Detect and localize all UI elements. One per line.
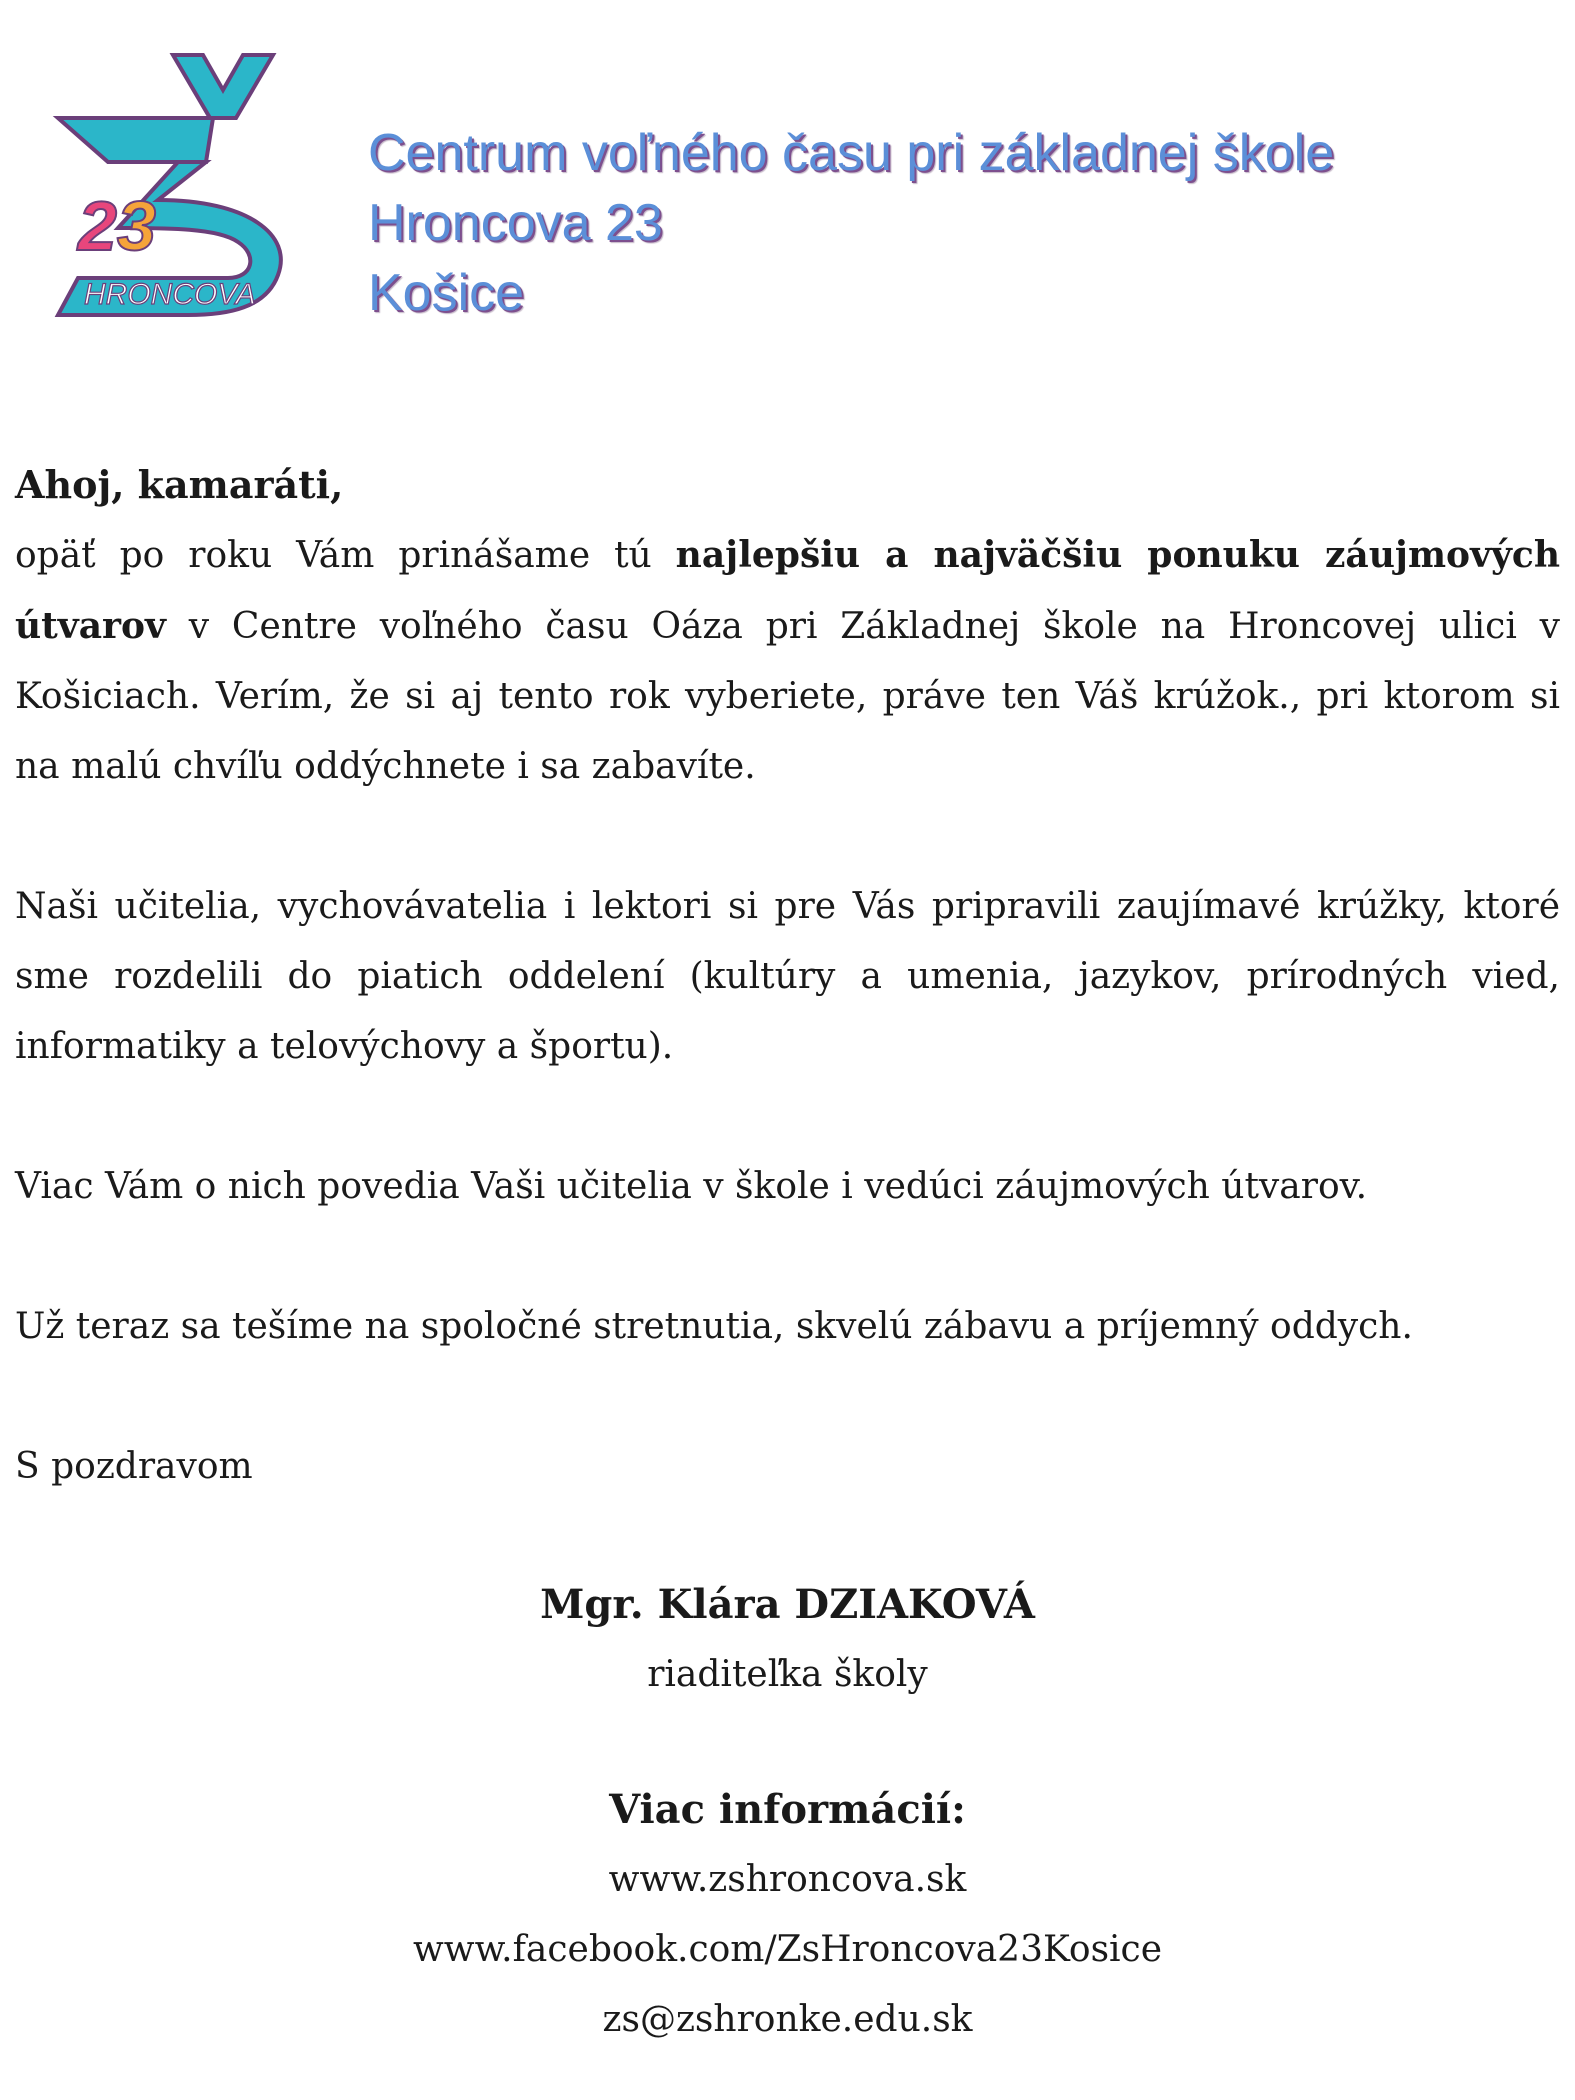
paragraph-4: Už teraz sa tešíme na spoločné stretnutia, skvelú zábavu a príjemný oddych. <box>15 1306 1413 1347</box>
paragraph-1-highlight: najlepšiu a najväčšiu ponuku záujmových útvarov <box>15 534 1560 647</box>
email-link[interactable]: zs@zshronke.edu.sk <box>602 1999 973 2040</box>
signature-name: Mgr. Klára DZIAKOVÁ <box>540 1581 1035 1628</box>
school-logo-graphic <box>38 50 328 325</box>
closing: S pozdravom <box>15 1446 253 1487</box>
logo-digit-2: 2 <box>78 187 117 265</box>
logo-z-top-shape <box>58 118 213 162</box>
spacer <box>15 1362 1560 1432</box>
school-logo <box>38 50 328 325</box>
spacer <box>15 1222 1560 1292</box>
facebook-link[interactable]: www.facebook.com/ZsHroncova23Kosice <box>412 1929 1163 1970</box>
logo-caron-shape <box>173 55 273 118</box>
info-title: Viac informácií: <box>609 1786 966 1833</box>
paragraph-3: Viac Vám o nich povedia Vaši učitelia v škole i vedúci záujmových útvarov. <box>15 1166 1368 1207</box>
spacer <box>15 1082 1560 1152</box>
website-link[interactable]: www.zshroncova.sk <box>608 1859 967 1900</box>
header-line-3: Košice <box>368 264 525 322</box>
logo-label: HRONCOVA <box>84 278 256 311</box>
paragraph-2: Naši učitelia, vychovávatelia i lektori si pre Vás pripravili zaujímavé krúžky, ktoré sme rozdelili do piatich oddelení (kultúry a umenia, jazykov, prírodných vied, informatiky a telovýchovy a športu). <box>15 886 1560 1067</box>
letter-body <box>15 450 1560 1502</box>
logo-number <box>76 187 156 265</box>
greeting: Ahoj, kamaráti, <box>15 462 344 507</box>
signature-role: riaditeľka školy <box>647 1654 928 1695</box>
paragraph-1 <box>15 520 1560 802</box>
logo-digit-3: 3 <box>116 187 156 265</box>
paragraph-1-end: v Centre voľného času Oáza pri Základnej škole na Hroncovej ulici v Košiciach. Verím, že si aj tento rok vyberiete, práve ten Váš krúžok., pri ktorom si na malú chvíľu oddýchnete i sa zabavíte. <box>15 606 1560 787</box>
header-line-1: Centrum voľného času pri základnej škole <box>368 124 1335 182</box>
spacer <box>15 802 1560 872</box>
school-header <box>368 118 1334 328</box>
paragraph-1-start: opäť po roku Vám prinášame tú <box>15 535 676 576</box>
header-line-2: Hroncova 23 <box>368 194 663 252</box>
